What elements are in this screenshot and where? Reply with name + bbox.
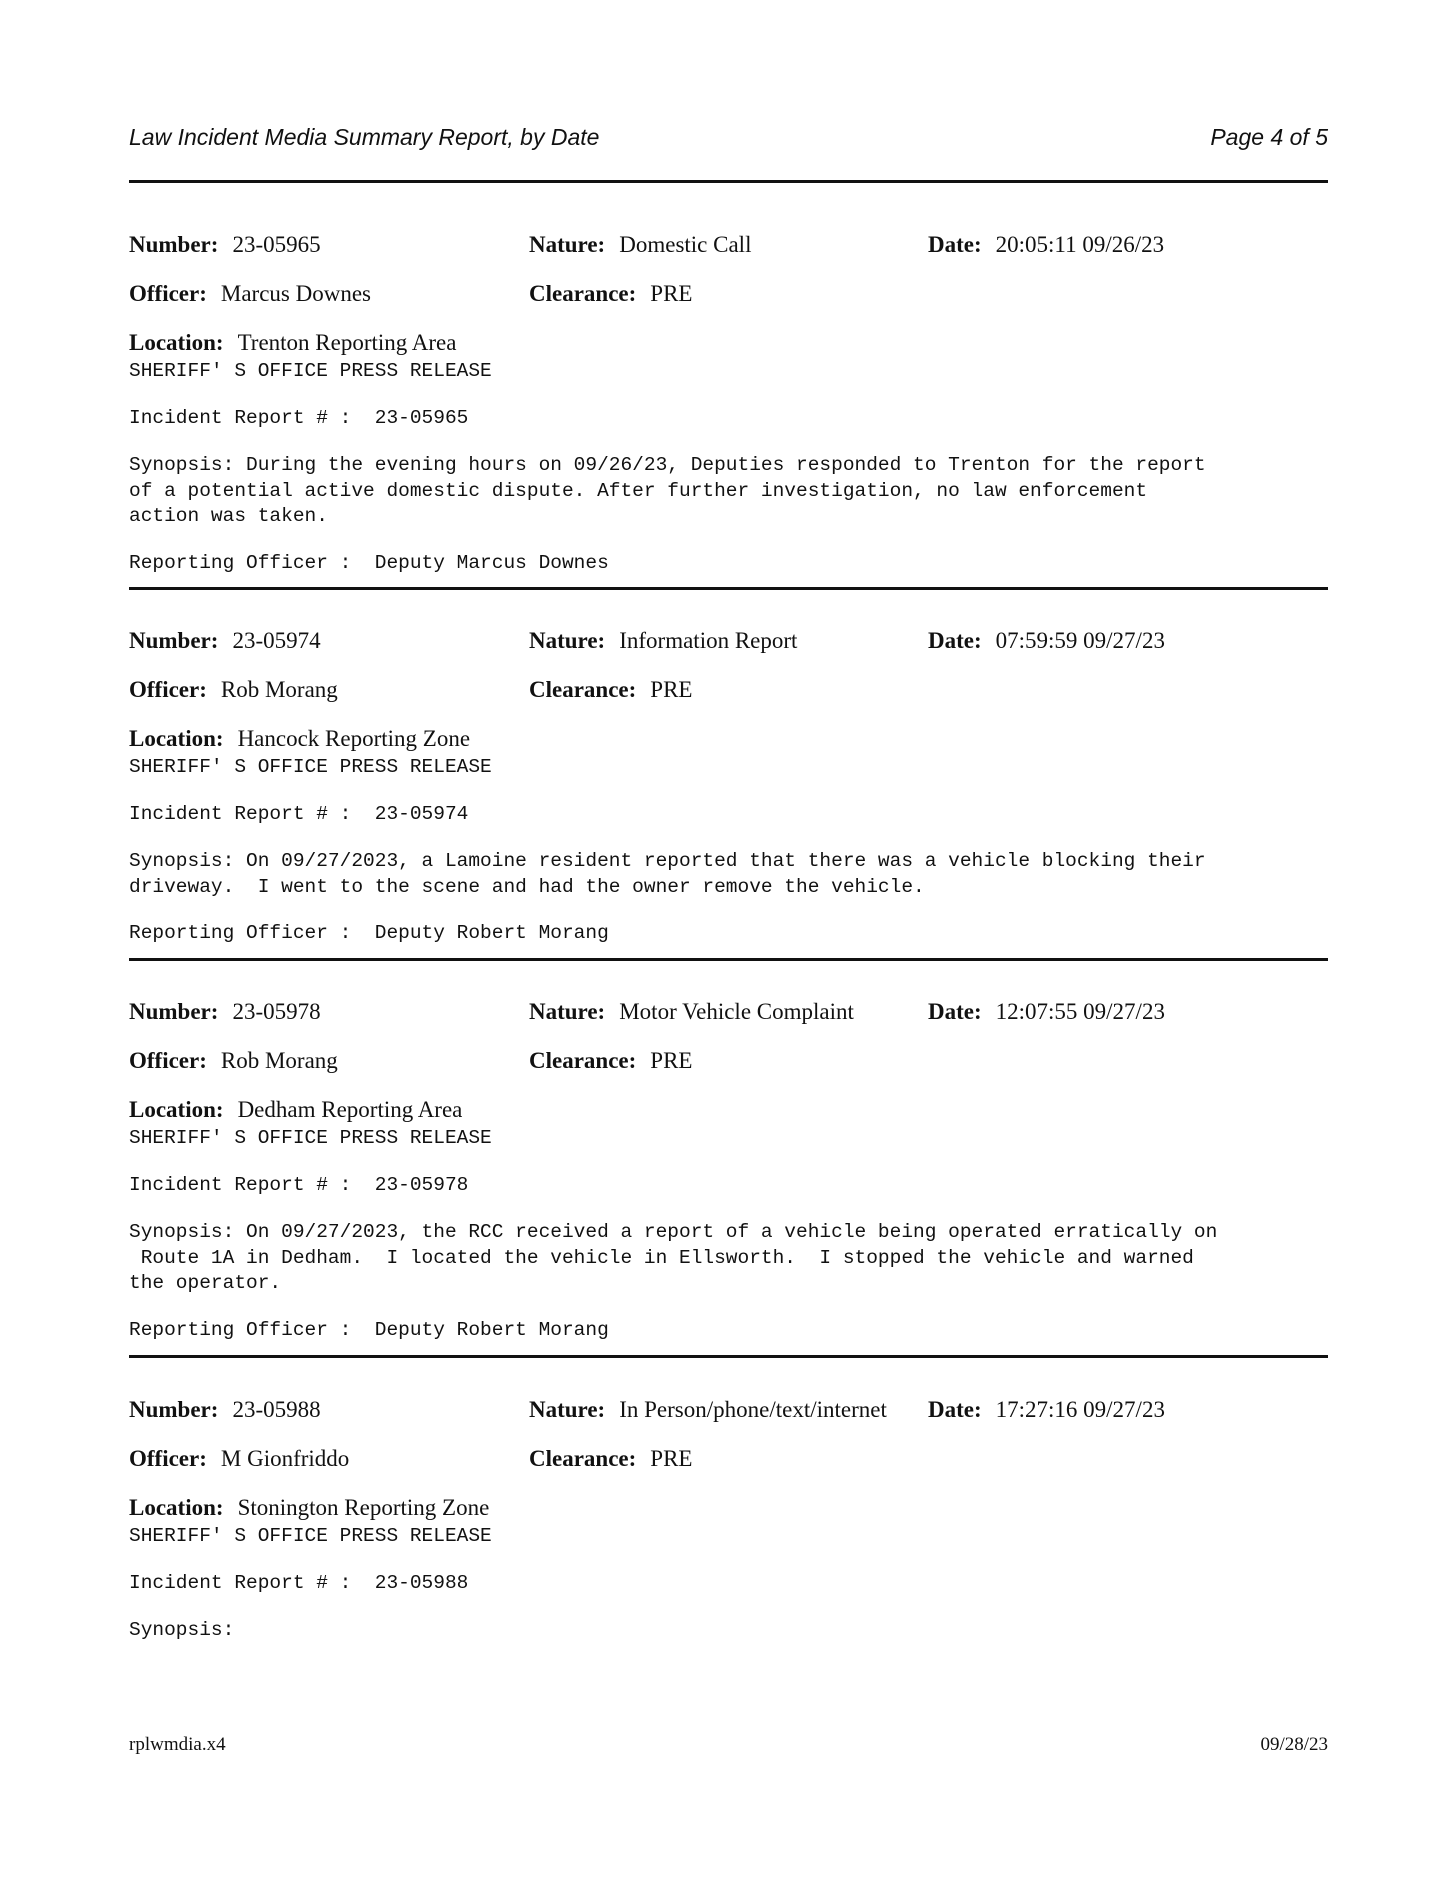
number-field: Number: 23-05978 (129, 999, 321, 1024)
officer-name: Marcus Downes (220, 281, 371, 306)
date-field: Date: 12:07:55 09/27/23 (928, 999, 1165, 1024)
officer-name: Rob Morang (220, 677, 338, 702)
incident-report-number: Incident Report # : 23-05978 (129, 1174, 469, 1196)
officer-field: Officer: Rob Morang (129, 1048, 338, 1073)
press-release-line: SHERIFF' S OFFICE PRESS RELEASE (129, 360, 492, 382)
incident-date: 07:59:59 09/27/23 (995, 628, 1165, 653)
incident-report-number: Incident Report # : 23-05988 (129, 1572, 469, 1594)
date-field: Date: 20:05:11 09/26/23 (928, 232, 1165, 257)
incident-divider (129, 1355, 1328, 1358)
nature-field: Nature: In Person/phone/text/internet (529, 1397, 887, 1422)
incident-date: 12:07:55 09/27/23 (995, 999, 1165, 1024)
officer-name: M Gionfriddo (220, 1446, 350, 1471)
nature-field: Nature: Domestic Call (529, 232, 752, 257)
press-release-line: SHERIFF' S OFFICE PRESS RELEASE (129, 1127, 492, 1149)
officer-field: Officer: M Gionfriddo (129, 1446, 350, 1471)
incident-record (129, 999, 1328, 1344)
incident-number: 23-05965 (232, 232, 321, 257)
location-value: Trenton Reporting Area (237, 330, 457, 355)
header-rule (129, 180, 1328, 183)
incident-record (129, 232, 1328, 577)
incident-report-number: Incident Report # : 23-05974 (129, 803, 469, 825)
clearance-field: Clearance: PRE (529, 677, 693, 702)
location-field: Location: Dedham Reporting Area (129, 1097, 463, 1122)
number-field: Number: 23-05965 (129, 232, 321, 257)
clearance-field: Clearance: PRE (529, 1048, 693, 1073)
synopsis: Synopsis: During the evening hours on 09/26/23, Deputies responded to Trenton for the report of a potential active domestic dispute. After further investigation, no law enforcement action was taken. (129, 454, 1206, 528)
report-title: Law Incident Media Summary Report, by Date (129, 124, 600, 150)
press-release-line: SHERIFF' S OFFICE PRESS RELEASE (129, 1525, 492, 1547)
location-field: Location: Trenton Reporting Area (129, 330, 457, 355)
nature-field: Nature: Motor Vehicle Complaint (529, 999, 854, 1024)
officer-name: Rob Morang (220, 1048, 338, 1073)
number-field: Number: 23-05974 (129, 628, 321, 653)
footer-print-date: 09/28/23 (1260, 1734, 1328, 1755)
clearance-field: Clearance: PRE (529, 1446, 693, 1471)
synopsis: Synopsis: On 09/27/2023, the RCC received a report of a vehicle being operated erratically on Route 1A in Dedham. I located the vehicle in Ellsworth. I stopped the vehicle and warned the operator. (129, 1221, 1218, 1295)
incident-record (129, 1397, 1328, 1665)
incident-nature: Domestic Call (619, 232, 752, 257)
location-value: Stonington Reporting Zone (237, 1495, 490, 1520)
date-field: Date: 07:59:59 09/27/23 (928, 628, 1165, 653)
incident-number: 23-05988 (232, 1397, 321, 1422)
clearance-value: PRE (650, 1446, 693, 1471)
incident-report-number: Incident Report # : 23-05965 (129, 407, 469, 429)
synopsis: Synopsis: On 09/27/2023, a Lamoine resident reported that there was a vehicle blocking their driveway. I went to the scene and had the owner remove the vehicle. (129, 850, 1206, 898)
incident-nature: Motor Vehicle Complaint (619, 999, 854, 1024)
location-field: Location: Stonington Reporting Zone (129, 1495, 490, 1520)
number-field: Number: 23-05988 (129, 1397, 321, 1422)
synopsis: Synopsis: (129, 1619, 235, 1641)
clearance-field: Clearance: PRE (529, 281, 693, 306)
date-field: Date: 17:27:16 09/27/23 (928, 1397, 1165, 1422)
location-value: Hancock Reporting Zone (237, 726, 471, 751)
page-number: Page 4 of 5 (1210, 124, 1328, 150)
incident-nature: Information Report (619, 628, 798, 653)
officer-field: Officer: Marcus Downes (129, 281, 371, 306)
incident-number: 23-05974 (232, 628, 321, 653)
incident-number: 23-05978 (232, 999, 321, 1024)
officer-field: Officer: Rob Morang (129, 677, 338, 702)
location-field: Location: Hancock Reporting Zone (129, 726, 471, 751)
reporting-officer: Reporting Officer : Deputy Marcus Downes (129, 551, 609, 574)
incident-date: 17:27:16 09/27/23 (995, 1397, 1165, 1422)
clearance-value: PRE (650, 281, 693, 306)
press-release-line: SHERIFF' S OFFICE PRESS RELEASE (129, 756, 492, 778)
footer-report-code: rplwmdia.x4 (129, 1734, 226, 1755)
incident-date: 20:05:11 09/26/23 (995, 232, 1165, 257)
incident-record (129, 628, 1328, 947)
incident-nature: In Person/phone/text/internet (619, 1397, 887, 1422)
reporting-officer: Reporting Officer : Deputy Robert Morang (129, 1318, 609, 1341)
clearance-value: PRE (650, 677, 693, 702)
incident-divider (129, 958, 1328, 961)
reporting-officer: Reporting Officer : Deputy Robert Morang (129, 922, 609, 945)
incident-divider (129, 587, 1328, 590)
nature-field: Nature: Information Report (529, 628, 798, 653)
clearance-value: PRE (650, 1048, 693, 1073)
location-value: Dedham Reporting Area (237, 1097, 463, 1122)
